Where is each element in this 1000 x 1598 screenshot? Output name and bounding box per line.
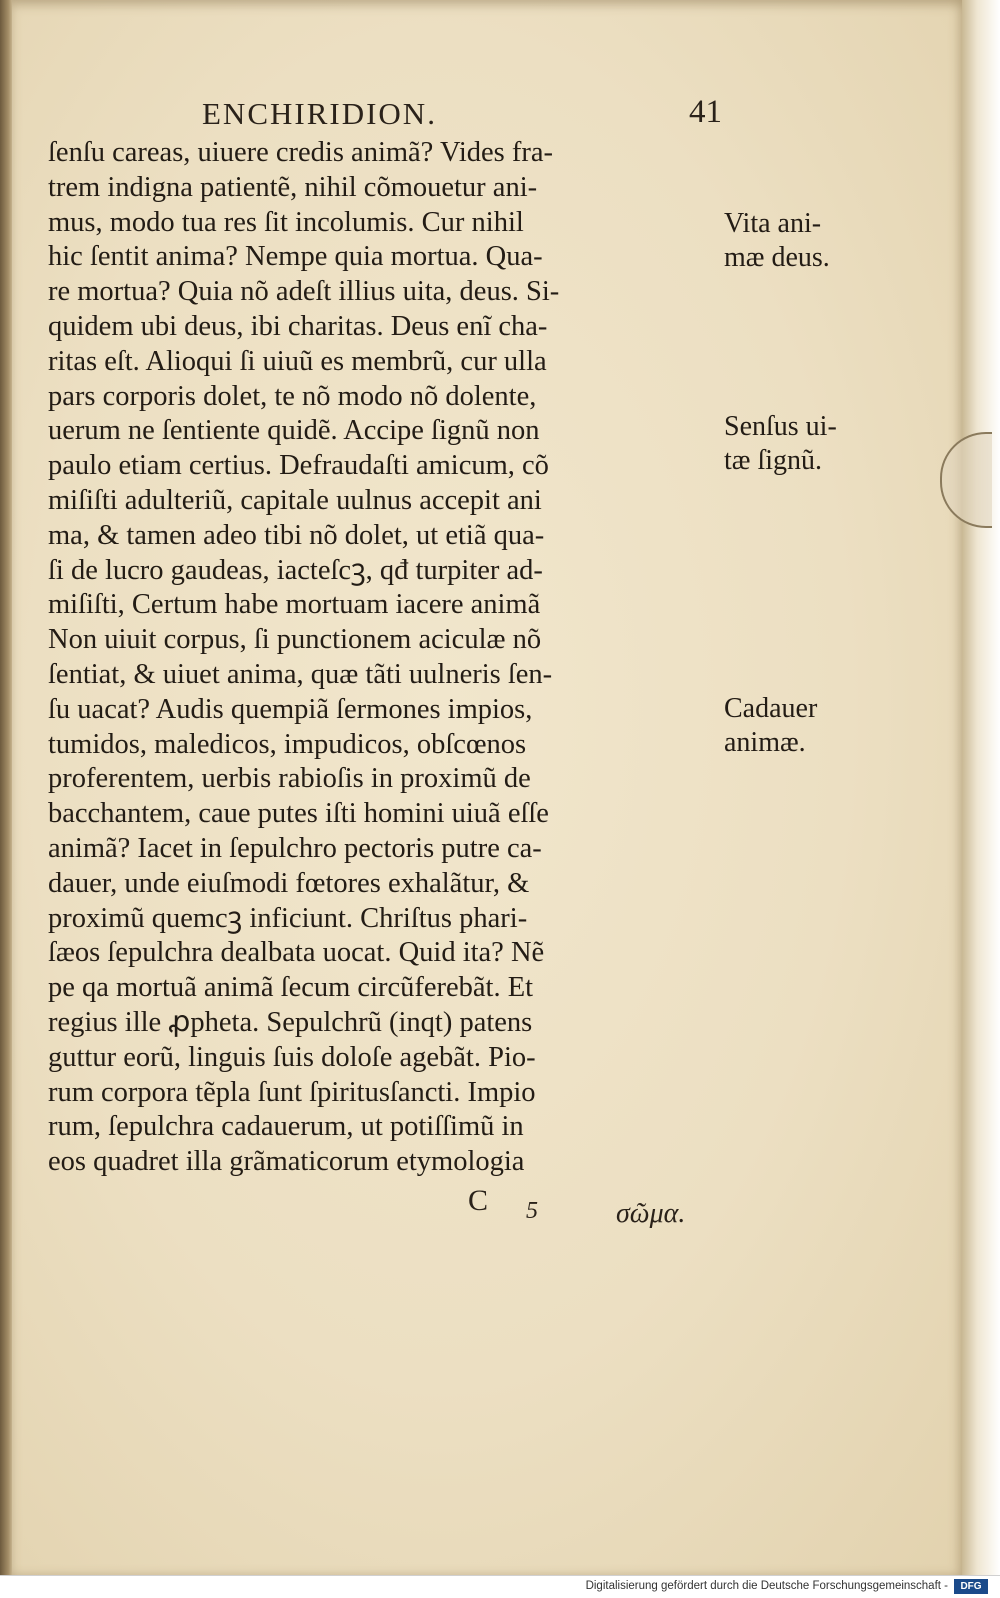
text-line: Non uiuit corpus, ſi punctionem aciculæ nõ xyxy=(48,624,542,656)
text-line: animã? Iacet in ſepulchro pectoris putre ca- xyxy=(48,832,542,864)
text-line: rum corpora tẽpla ſunt ſpiritusſancti. Impio xyxy=(48,1076,536,1108)
text-line: trem indigna patientẽ, nihil cõmouetur ani- xyxy=(48,171,538,203)
text-line: ſentiat, & uiuet anima, quæ tãti uulneris ſen- xyxy=(48,658,553,690)
text-line: re mortua? Quia nõ adeſt illius uita, deus. Si- xyxy=(48,276,560,308)
text-line: proferentem, uerbis rabioſis in proximũ de xyxy=(48,763,531,795)
main-text-block xyxy=(48,136,718,1180)
margin-note-vita xyxy=(724,207,894,275)
dfg-logo-icon: DFG xyxy=(954,1579,988,1594)
signature-mark: C xyxy=(468,1184,489,1217)
text-line: ritas eſt. Alioqui ſi uiuũ es membrũ, cur ulla xyxy=(48,345,547,377)
credit-text: Digitalisierung gefördert durch die Deutsche Forschungsgemeinschaft - xyxy=(585,1580,948,1592)
text-line: regius ille ꝓpheta. Sepulchrũ (inqt) patens xyxy=(48,1006,533,1038)
margin-note-line: tæ ſignũ. xyxy=(724,445,823,476)
signature-number: 5 xyxy=(526,1198,538,1224)
text-line: eos quadret illa grãmaticorum etymologia xyxy=(48,1146,525,1178)
page-footer xyxy=(452,1184,732,1232)
text-line: tumidos, maledicos, impudicos, obſcœnos xyxy=(48,728,527,760)
text-line: dauer, unde eiuſmodi fœtores exhalãtur, & xyxy=(48,867,530,899)
running-title: ENCHIRIDION. xyxy=(202,96,437,131)
text-line: ſæos ſepulchra dealbata uocat. Quid ita? Nẽ xyxy=(48,937,545,969)
page-stack-edge xyxy=(962,0,1000,1575)
text-line: miſiſti adulteriũ, capitale uulnus accepit ani xyxy=(48,484,542,516)
text-line: ſenſu careas, uiuere credis animã? Vides fra- xyxy=(48,137,553,168)
margin-note-cadauer xyxy=(724,692,894,760)
text-line: mus, modo tua res ſit incolumis. Cur nihil xyxy=(48,206,524,238)
text-line: proximũ quemcꝫ inficiunt. Chriſtus phari- xyxy=(48,902,528,934)
text-line: miſiſti, Certum habe mortuam iacere animã xyxy=(48,589,541,621)
text-line: ma, & tamen adeo tibi nõ dolet, ut etiã qua- xyxy=(48,519,545,551)
text-line: paulo etiam certius. Defraudaſti amicum, cõ xyxy=(48,450,549,482)
text-line: pe qa mortuã animã ſecum circũferebãt. Et xyxy=(48,972,534,1004)
text-line: bacchantem, caue putes iſti homini uiuã eſſe xyxy=(48,798,549,830)
text-line: pars corporis dolet, te nõ modo nõ dolente, xyxy=(48,380,537,412)
credit-bar xyxy=(0,1575,1000,1598)
text-line: uerum ne ſentiente quidẽ. Accipe ſignũ non xyxy=(48,415,540,447)
text-line: ſi de lucro gaudeas, iacteſcꝫ, qđ turpiter ad- xyxy=(48,554,543,586)
text-line: rum, ſepulchra cadauerum, ut potiſſimũ in xyxy=(48,1111,524,1143)
text-line: quidem ubi deus, ibi charitas. Deus enĩ cha- xyxy=(48,310,548,342)
text-line: ſu uacat? Audis quempiã ſermones impios, xyxy=(48,693,533,725)
catchword: σῶμα. xyxy=(616,1198,686,1229)
margin-note-line: Senſus ui- xyxy=(724,411,837,442)
margin-note-line: animæ. xyxy=(724,727,806,758)
page-number: 41 xyxy=(689,94,722,130)
margin-note-sensus xyxy=(724,410,894,478)
text-line: guttur eorũ, linguis ſuis doloſe agebãt. Pio- xyxy=(48,1041,536,1073)
margin-note-line: Vita ani- xyxy=(724,208,822,239)
text-line: hic ſentit anima? Nempe quia mortua. Qua- xyxy=(48,241,543,273)
margin-note-line: Cadauer xyxy=(724,693,818,724)
margin-note-line: mæ deus. xyxy=(724,242,830,273)
book-page xyxy=(12,0,964,1575)
